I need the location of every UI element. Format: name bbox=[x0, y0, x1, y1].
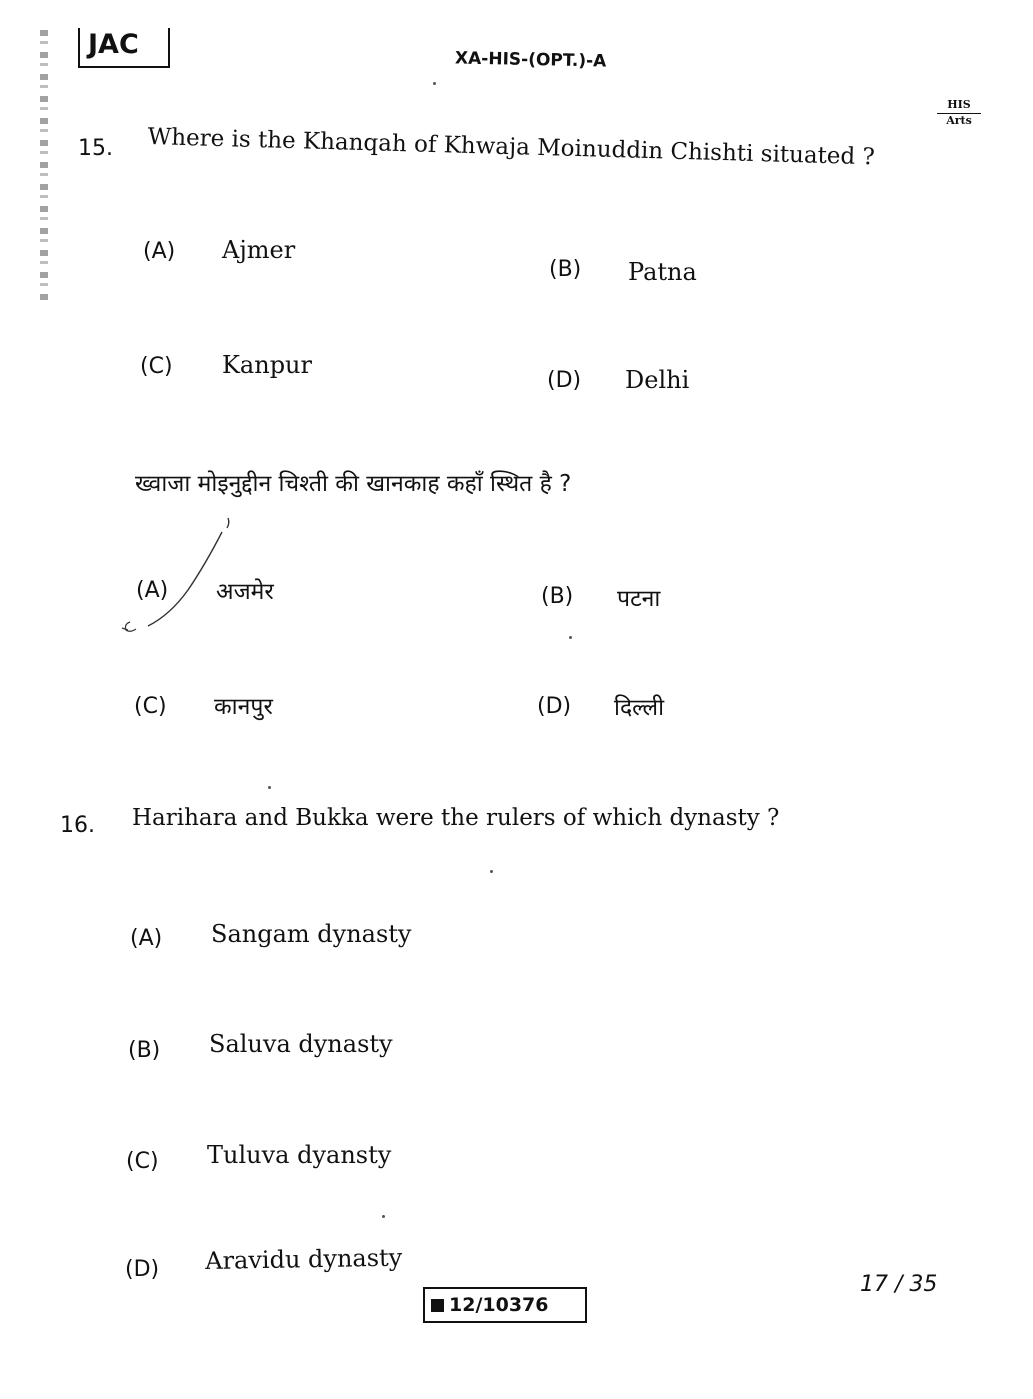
paper-code: XA-HIS-(OPT.)-A bbox=[454, 48, 607, 72]
question-text-en: Where is the Khanqah of Khwaja Moinuddin Chishti situated ? bbox=[147, 124, 876, 171]
option-text: Kanpur bbox=[222, 351, 312, 379]
scan-edge-artifact bbox=[40, 30, 48, 300]
page-number: 17 / 35 bbox=[860, 1272, 938, 1297]
option-letter: (B) bbox=[549, 257, 582, 282]
option-text: Patna bbox=[628, 258, 697, 286]
option-letter: (D) bbox=[547, 368, 582, 393]
option-letter: (C) bbox=[126, 1149, 159, 1174]
option-letter: (A) bbox=[136, 578, 169, 603]
question-number: 16. bbox=[60, 813, 95, 838]
subject-code-bottom: Arts bbox=[937, 113, 981, 127]
option-letter: (A) bbox=[143, 239, 176, 264]
subject-code-top: HIS bbox=[947, 98, 971, 111]
option-letter: (D) bbox=[537, 694, 572, 719]
booklet-code: 12/10376 bbox=[449, 1294, 549, 1316]
option-text: Saluva dynasty bbox=[209, 1030, 393, 1058]
question-text-en: Harihara and Bukka were the rulers of which dynasty ? bbox=[132, 805, 780, 831]
option-letter: (B) bbox=[541, 584, 574, 609]
option-text: Aravidu dynasty bbox=[205, 1243, 403, 1275]
option-letter: (B) bbox=[128, 1038, 161, 1063]
scan-speck bbox=[382, 1215, 385, 1218]
scan-speck bbox=[433, 82, 436, 85]
option-letter: (C) bbox=[134, 694, 167, 719]
option-letter: (A) bbox=[130, 926, 163, 951]
booklet-code-box bbox=[423, 1287, 587, 1323]
option-text: दिल्ली bbox=[614, 695, 665, 721]
question-text-hi: ख्वाजा मोइनुद्दीन चिश्ती की खानकाह कहाँ स्थित है ? bbox=[135, 471, 572, 497]
handwritten-tick-mark bbox=[110, 510, 250, 640]
option-letter: (D) bbox=[125, 1257, 160, 1282]
black-square-icon bbox=[431, 1299, 444, 1312]
option-letter: (C) bbox=[140, 354, 173, 379]
option-text: अजमेर bbox=[216, 579, 274, 605]
question-number: 15. bbox=[78, 136, 113, 161]
option-text: कानपुर bbox=[214, 694, 273, 720]
option-text: Sangam dynasty bbox=[211, 920, 412, 948]
option-text: Delhi bbox=[625, 366, 690, 394]
board-label: JAC bbox=[88, 29, 139, 60]
board-label-box bbox=[78, 28, 170, 68]
option-text: Tuluva dyansty bbox=[207, 1141, 392, 1169]
scan-speck bbox=[490, 870, 493, 873]
scan-speck bbox=[569, 636, 572, 639]
option-text: पटना bbox=[617, 586, 661, 612]
scan-speck bbox=[268, 786, 271, 789]
option-text: Ajmer bbox=[222, 236, 296, 264]
